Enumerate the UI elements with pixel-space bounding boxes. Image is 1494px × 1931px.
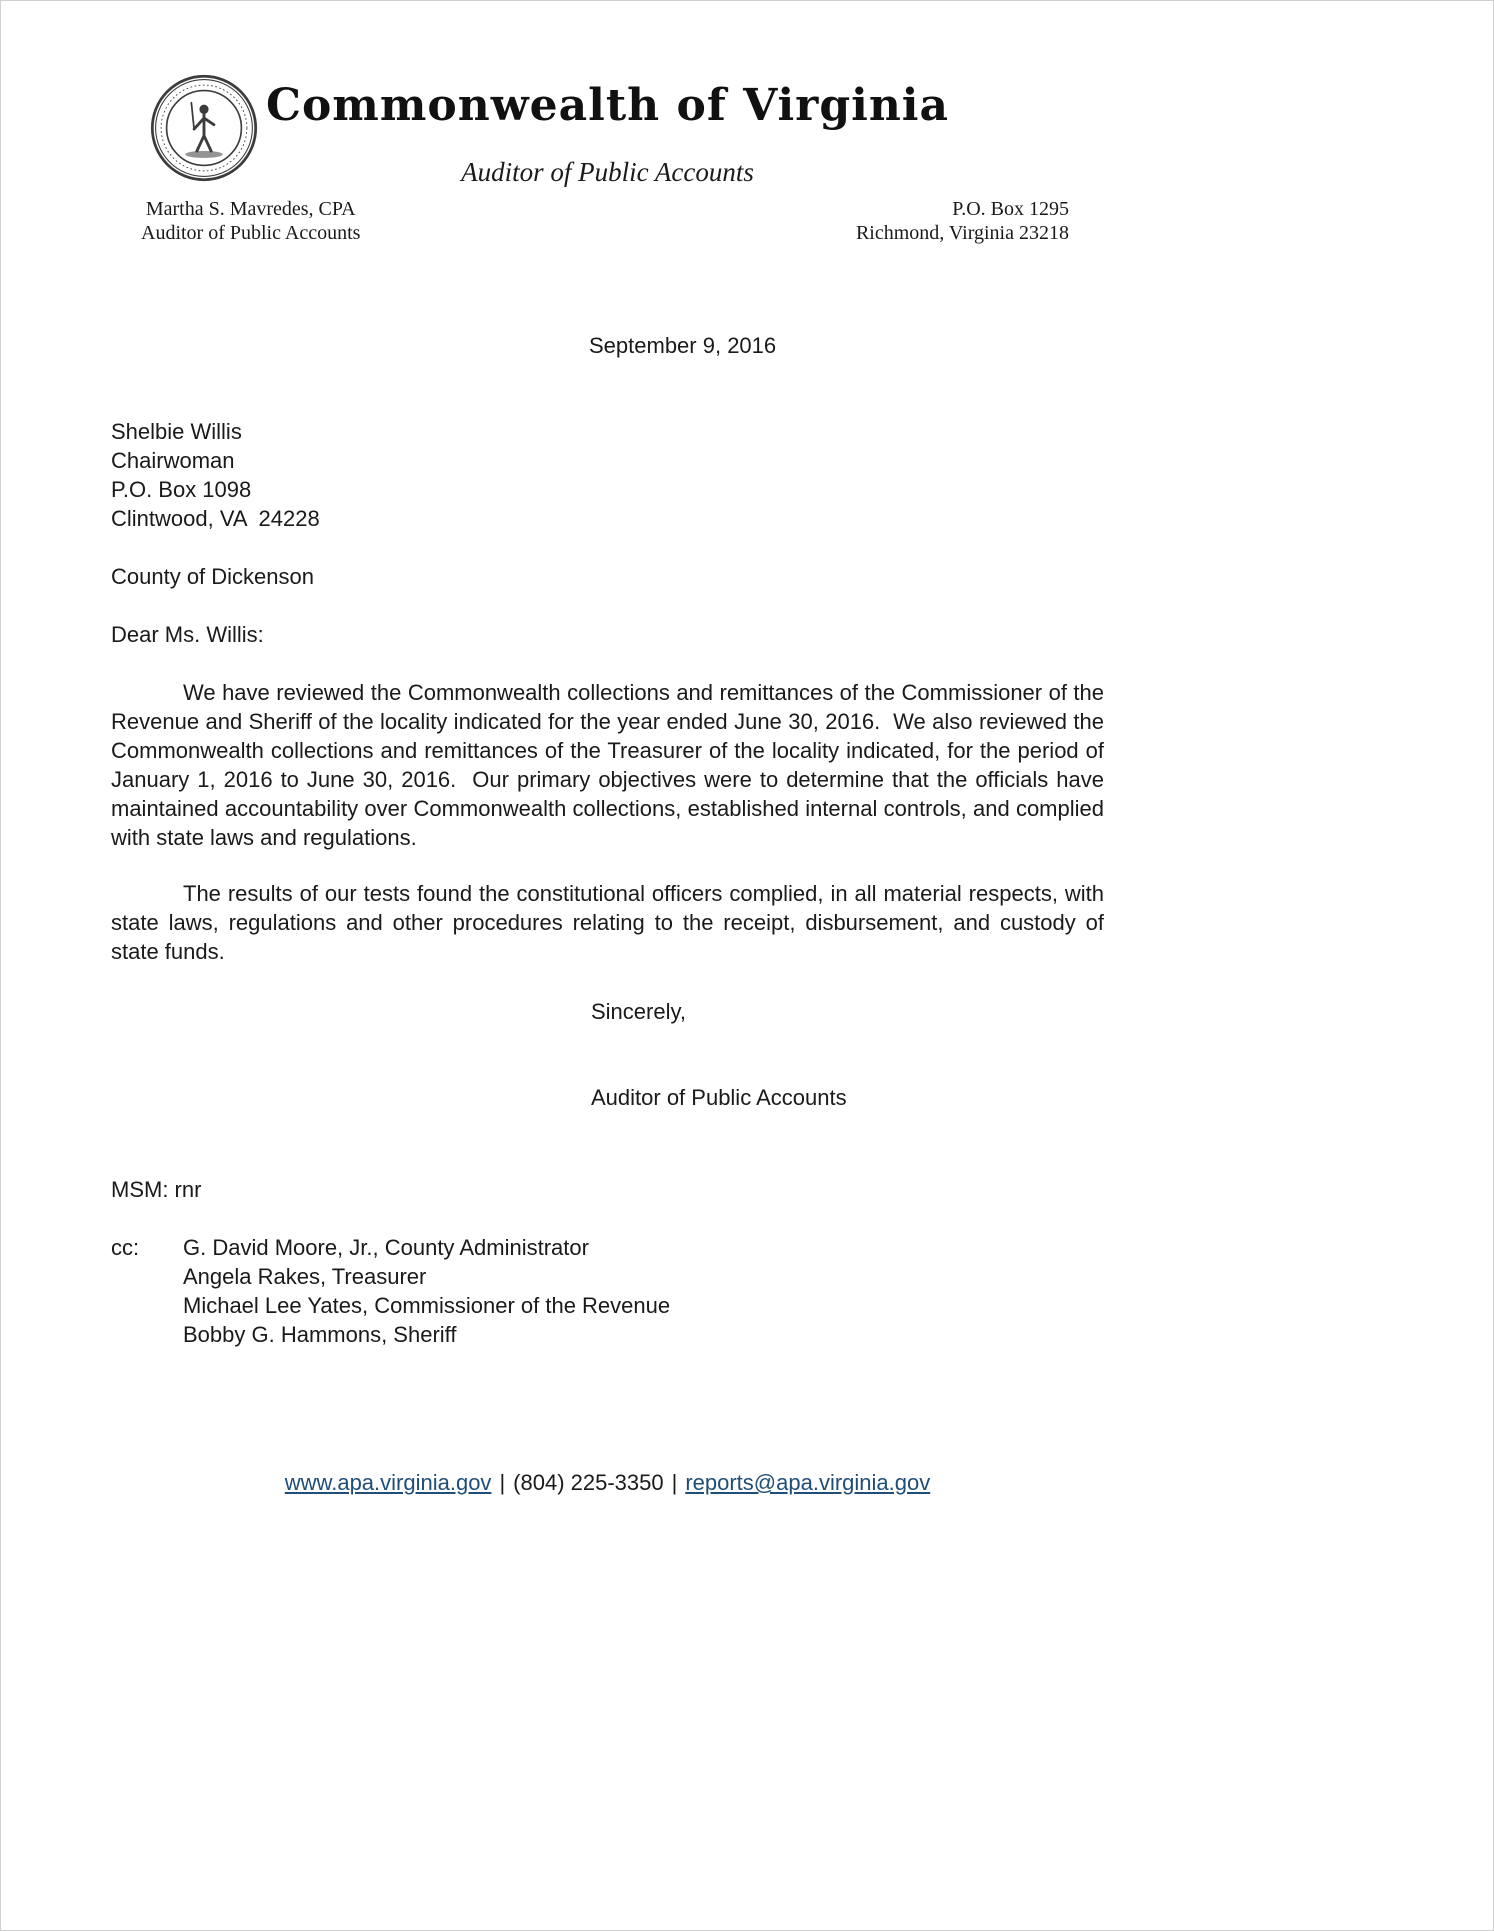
letterhead	[1, 1, 1493, 251]
footer-separator: |	[671, 1470, 678, 1495]
reference-initials: MSM: rnr	[111, 1177, 202, 1202]
org-title: Commonwealth of Virginia	[265, 80, 950, 131]
paragraph-2: The results of our tests found the constitutional officers complied, in all material respects, with state laws, regulations and other procedures relating to the receipt, disbursement, and custody of state funds.	[111, 881, 1111, 964]
cc-item: Michael Lee Yates, Commissioner of the Revenue	[183, 1293, 671, 1318]
phone-number: (804) 225-3350	[513, 1470, 664, 1495]
cc-list	[183, 1233, 670, 1349]
official-title: Auditor of Public Accounts	[141, 222, 361, 244]
letter-body	[111, 331, 1111, 1349]
recipient-po-box: P.O. Box 1098	[111, 477, 252, 502]
city-state-zip: Richmond, Virginia 23218	[855, 222, 1069, 244]
signer-title: Auditor of Public Accounts	[591, 1085, 847, 1110]
po-box: P.O. Box 1295	[952, 198, 1069, 220]
closing: Sincerely,	[591, 999, 686, 1024]
recipient-title: Chairwoman	[111, 448, 235, 473]
cc-item: Bobby G. Hammons, Sheriff	[183, 1322, 457, 1347]
recipient-name: Shelbie Willis	[111, 419, 242, 444]
cc-item: G. David Moore, Jr., County Administrator	[183, 1235, 589, 1260]
dept-subtitle: Auditor of Public Accounts	[461, 157, 754, 187]
email-link[interactable]: reports@apa.virginia.gov	[685, 1470, 931, 1495]
official-name: Martha S. Mavredes, CPA	[145, 198, 356, 220]
letterhead-center	[111, 81, 1104, 188]
recipient-city: Clintwood, VA 24228	[111, 506, 320, 531]
page-footer	[111, 1468, 1104, 1497]
cc-label: cc:	[111, 1235, 140, 1260]
letter-date: September 9, 2016	[589, 333, 777, 358]
recipient-address	[111, 417, 1104, 533]
office-address	[856, 197, 1069, 245]
cc-block	[111, 1233, 1104, 1349]
footer-separator: |	[499, 1470, 506, 1495]
website-link[interactable]: www.apa.virginia.gov	[284, 1470, 492, 1495]
locality: County of Dickenson	[111, 564, 314, 589]
official-contact	[141, 197, 360, 245]
cc-item: Angela Rakes, Treasurer	[183, 1264, 427, 1289]
salutation: Dear Ms. Willis:	[111, 622, 264, 647]
paragraph-1: We have reviewed the Commonwealth collections and remittances of the Commissioner of the Revenue and Sheriff of the locality indicated for the year ended June 30, 2016. We also reviewed the Commonwealth collections and remittances of the Treasurer of the locality indicated, for the period of January 1, 2016 to June 30, 2016. Our primary objectives were to determine that the officials have maintained accountability over Commonwealth collections, established internal controls, and complied with state laws and regulations.	[111, 680, 1111, 850]
